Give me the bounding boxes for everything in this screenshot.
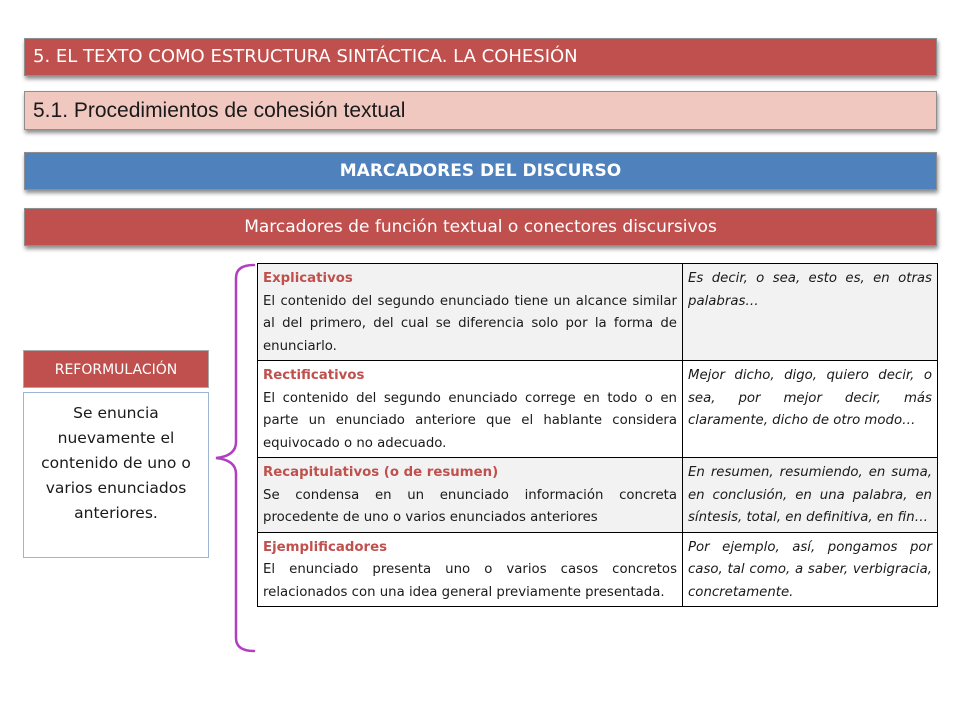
table-cell-description [258, 532, 683, 607]
table-cell-description [258, 361, 683, 458]
curly-brace-icon [210, 262, 258, 654]
table-cell-description [258, 458, 683, 533]
topic-title: MARCADORES DEL DISCURSO [339, 161, 622, 181]
subtopic-title: Marcadores de función textual o conectores discursivos [244, 217, 717, 237]
category-label: Ejemplificadores [263, 539, 388, 555]
table-cell-examples: En resumen, resumiendo, en suma, en conclusión, en una palabra, en síntesis, total, en definitiva, en fin… [683, 458, 938, 533]
subtopic-title-bar [24, 208, 937, 246]
table-row [258, 532, 938, 607]
category-label: Explicativos [263, 271, 353, 286]
category-description: El enunciado presenta uno o varios casos concretos relacionados con una idea general previamente presentada. [263, 562, 677, 600]
table-cell-examples: Mejor dicho, digo, quiero decir, o sea, por mejor decir, más claramente, dicho de otro modo… [683, 361, 938, 458]
category-label: Recapitulativos (o de resumen) [263, 465, 499, 480]
markers-table [257, 263, 938, 607]
table-cell-description [258, 264, 683, 361]
subsection-title: 5.1. Procedimientos de cohesión textual [33, 99, 406, 122]
reformulation-label: REFORMULACIÓN [54, 362, 178, 378]
table-cell-examples: Por ejemplo, así, pongamos por caso, tal como, a saber, verbigracia, concretamente. [683, 532, 938, 607]
table-row [258, 458, 938, 533]
category-description: El contenido del segundo enunciado tiene un alcance similar al del primero, del cual se diferencia solo por la forma de enunciarlo. [263, 293, 677, 354]
category-label: Rectificativos [263, 368, 365, 383]
subsection-title-bar [24, 91, 937, 130]
category-description: El contenido del segundo enunciado correge en todo o en parte un enunciado anteriore que el hablante considera equivocado o no adecuado. [263, 390, 677, 451]
section-title-bar [24, 38, 937, 76]
reformulation-description: Se enuncia nuevamente el contenido de uno o varios enunciados anteriores. [41, 404, 191, 522]
reformulation-label-box [23, 350, 209, 388]
table-row [258, 361, 938, 458]
category-description: Se condensa en un enunciado información concreta procedente de uno o varios enunciados anteriores [263, 487, 677, 525]
reformulation-description-box [23, 392, 209, 558]
topic-title-bar [24, 152, 937, 190]
table-row [258, 264, 938, 361]
table-cell-examples: Es decir, o sea, esto es, en otras palabras… [683, 264, 938, 361]
section-title: 5. EL TEXTO COMO ESTRUCTURA SINTÁCTICA. LA COHESIÓN [33, 46, 578, 67]
